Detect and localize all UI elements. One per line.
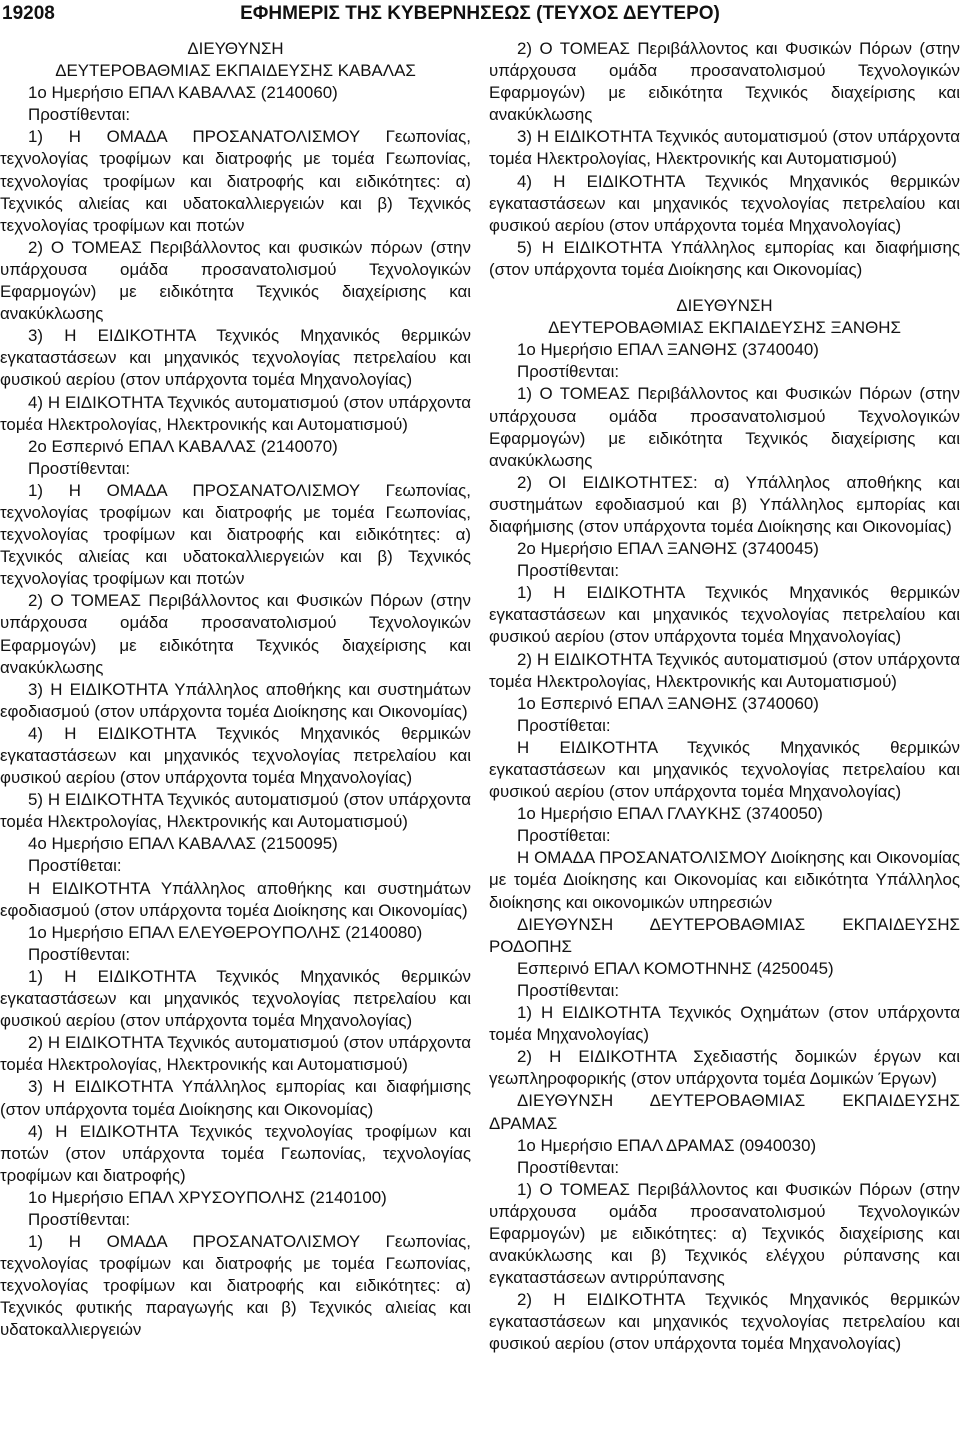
paragraph: Προστίθενται: [517,561,620,581]
paragraph: 1ο Ημερήσιο ΕΠΑΛ ΧΡΥΣΟΥΠΟΛΗΣ (2140100) [28,1187,387,1207]
section-heading: ΔΕΥΤΕΡΟΒΑΘΜΙΑΣ ΕΚΠΑΙΔΕΥΣΗΣ ΞΑΝΘΗΣ [548,318,901,338]
paragraph: 2) Ο ΤΟΜΕΑΣ Περιβάλλοντος και Φυσικών Πόρων (στην υπάρχουσα ομάδα προσανατολισμού Τεχνολογικών Εφαρμογών) με ειδικότητα Τεχνικός διαχείρισης και ανακύκλωσης [489,39,960,125]
paragraph: Προστίθεται: [28,856,122,876]
paragraph: 2ο Ημερήσιο ΕΠΑΛ ΞΑΝΘΗΣ (3740045) [517,539,819,559]
paragraph: Η ΕΙΔΙΚΟΤΗΤΑ Υπάλληλος αποθήκης και συστημάτων εφοδιασμού (στον υπάρχοντα τομέα Διοίκησης και Οικονομίας) [0,878,471,920]
paragraph: 1ο Ημερήσιο ΕΠΑΛ ΚΑΒΑΛΑΣ (2140060) [28,83,338,103]
paragraph: Προστίθενται: [517,1157,620,1177]
paragraph: 1) Ο ΤΟΜΕΑΣ Περιβάλλοντος και Φυσικών Πόρων (στην υπάρχουσα ομάδα προσανατολισμού Τεχνολογικών Εφαρμογών) με ειδικότητες: α) Τεχνικός διαχείρισης και ανακύκλωσης και β) Τεχνικός ελέγχου ρύπανσης και εγκαταστάσεων αντιρρύπανσης [489,1179,960,1288]
paragraph: 2) Η ΕΙΔΙΚΟΤΗΤΑ Τεχνικός αυτοματισμού (στον υπάρχοντα τομέα Ηλεκτρολογίας, Ηλεκτρονικής και Αυτοματισμού) [0,1033,471,1075]
paragraph: Προστίθενται: [28,1209,131,1229]
paragraph: 1) Ο ΤΟΜΕΑΣ Περιβάλλοντος και Φυσικών Πόρων (στην υπάρχουσα ομάδα προσανατολισμού Τεχνολογικών Εφαρμογών) με ειδικότητα Τεχνικός διαχείρισης και ανακύκλωσης [489,384,960,470]
paragraph: 4ο Ημερήσιο ΕΠΑΛ ΚΑΒΑΛΑΣ (2150095) [28,834,338,854]
paragraph: Προστίθενται: [28,105,131,125]
paragraph: 1ο Εσπερινό ΕΠΑΛ ΞΑΝΘΗΣ (3740060) [517,693,819,713]
paragraph: 1) Η ΟΜΑΔΑ ΠΡΟΣΑΝΑΤΟΛΙΣΜΟΥ Γεωπονίας, τεχνολογίας τροφίμων και διατροφής με τομέα Γεωπονίας, τεχνολογίας τροφίμων και διατροφής και ειδικότητες: α) Τεχνικός αλιείας και υδατοκαλλιεργειών και β) Τεχνικός τεχνολογίας τροφίμων και ποτών [0,480,471,589]
paragraph: 2) Η ΕΙΔΙΚΟΤΗΤΑ Τεχνικός Μηχανικός θερμικών εγκαταστάσεων και μηχανικός τεχνολογίας πετρελαίου και φυσικού αερίου (στον υπάρχοντα τομέα Μηχανολογίας) [489,1290,960,1354]
paragraph: 1) Η ΕΙΔΙΚΟΤΗΤΑ Τεχνικός Μηχανικός θερμικών εγκαταστάσεων και μηχανικός τεχνολογίας πετρελαίου και φυσικού αερίου (στον υπάρχοντα τομέα Μηχανολογίας) [489,583,960,647]
left-column [0,38,471,1342]
paragraph: Προστίθενται: [28,458,131,478]
paragraph: 1ο Ημερήσιο ΕΠΑΛ ΕΛΕΥΘΕΡΟΥΠΟΛΗΣ (2140080) [28,922,423,942]
paragraph: 1ο Ημερήσιο ΕΠΑΛ ΔΡΑΜΑΣ (0940030) [517,1135,817,1155]
paragraph: 2) ΟΙ ΕΙΔΙΚΟΤΗΤΕΣ: α) Υπάλληλος αποθήκης και συστημάτων εφοδιασμού και β) Υπάλληλος εμπορίας και διαφήμισης (στον υπάρχοντα τομέα Διοίκησης και Οικονομίας) [489,472,960,536]
paragraph: 5) Η ΕΙΔΙΚΟΤΗΤΑ Υπάλληλος εμπορίας και διαφήμισης (στον υπάρχοντα τομέα Διοίκησης και Οικονομίας) [489,237,960,279]
paragraph: 2) Ο ΤΟΜΕΑΣ Περιβάλλοντος και φυσικών πόρων (στην υπάρχουσα ομάδα προσανατολισμού Τεχνολογικών Εφαρμογών) με ειδικότητα Τεχνικός διαχείρισης και ανακύκλωσης [0,237,471,324]
paragraph: 2) Η ΕΙΔΙΚΟΤΗΤΑ Σχεδιαστής δομικών έργων και γεωπληροφορικής (στον υπάρχοντα τομέα Δομικών Έργων) [489,1047,960,1089]
paragraph: 2) Η ΕΙΔΙΚΟΤΗΤΑ Τεχνικός αυτοματισμού (στον υπάρχοντα τομέα Ηλεκτρολογίας, Ηλεκτρονικής και Αυτοματισμού) [489,649,960,691]
paragraph: Η ΟΜΑΔΑ ΠΡΟΣΑΝΑΤΟΛΙΣΜΟΥ Διοίκησης και Οικονομίας με τομέα Διοίκησης και Οικονομίας και ειδικότητα Υπάλληλος διοίκησης και οικονομικών υπηρεσιών [489,848,960,912]
page-header [0,0,960,32]
page-number: 19208 [2,3,55,24]
paragraph: 2ο Εσπερινό ΕΠΑΛ ΚΑΒΑΛΑΣ (2140070) [28,436,338,456]
section-heading: ΔΙΕΥΘΥΝΣΗ [676,296,773,316]
paragraph: 2) Ο ΤΟΜΕΑΣ Περιβάλλοντος και Φυσικών Πόρων (στην υπάρχουσα ομάδα προσανατολισμού Τεχνολογικών Εφαρμογών) με ειδικότητα Τεχνικός διαχείρισης και ανακύκλωσης [0,591,471,677]
paragraph: 1ο Ημερήσιο ΕΠΑΛ ΞΑΝΘΗΣ (3740040) [517,340,819,360]
gazette-title: ΕΦΗΜΕΡΙΣ ΤΗΣ ΚΥΒΕΡΝΗΣΕΩΣ (ΤΕΥΧΟΣ ΔΕΥΤΕΡΟ) [240,3,720,24]
paragraph: Η ΕΙΔΙΚΟΤΗΤΑ Τεχνικός Μηχανικός θερμικών εγκαταστάσεων και μηχανικός τεχνολογίας πετρελαίου και φυσικού αερίου (στον υπάρχοντα τομέα Μηχανολογίας) [489,737,960,802]
paragraph: 1) Η ΕΙΔΙΚΟΤΗΤΑ Τεχνικός Μηχανικός θερμικών εγκαταστάσεων και μηχανικός τεχνολογίας πετρελαίου και φυσικού αερίου (στον υπάρχοντα τομέα Μηχανολογίας) [0,966,471,1031]
paragraph: 4) Η ΕΙΔΙΚΟΤΗΤΑ Τεχνικός τεχνολογίας τροφίμων και ποτών (στον υπάρχοντα τομέα Γεωπονίας, τεχνολογίας τροφίμων και διατροφής) [0,1121,471,1185]
paragraph: 3) Η ΕΙΔΙΚΟΤΗΤΑ Υπάλληλος αποθήκης και συστημάτων εφοδιασμού (στον υπάρχοντα τομέα Διοίκησης και Οικονομίας) [0,679,471,721]
paragraph: 1) Η ΕΙΔΙΚΟΤΗΤΑ Τεχνικός Οχημάτων (στον υπάρχοντα τομέα Μηχανολογίας) [489,1003,960,1045]
paragraph: 4) Η ΕΙΔΙΚΟΤΗΤΑ Τεχνικός Μηχανικός θερμικών εγκαταστάσεων και μηχανικός τεχνολογίας πετρελαίου και φυσικού αερίου (στον υπάρχοντα τομέα Μηχανολογίας) [0,723,471,788]
paragraph: 3) Η ΕΙΔΙΚΟΤΗΤΑ Τεχνικός αυτοματισμού (στον υπάρχοντα τομέα Ηλεκτρολογίας, Ηλεκτρονικής και Αυτοματισμού) [489,127,960,169]
right-column [489,38,960,1356]
paragraph: ΔΙΕΥΘΥΝΣΗ ΔΕΥΤΕΡΟΒΑΘΜΙΑΣ ΕΚΠΑΙΔΕΥΣΗΣ ΡΟΔΟΠΗΣ [489,914,960,956]
section-heading: ΔΙΕΥΘΥΝΣΗ [187,39,284,58]
paragraph: 1) Η ΟΜΑΔΑ ΠΡΟΣΑΝΑΤΟΛΙΣΜΟΥ Γεωπονίας, τεχνολογίας τροφίμων και διατροφής με τομέα Γεωπονίας, τεχνολογίας τροφίμων και διατροφής και ειδικότητες: α) Τεχνικός φυτικής παραγωγής και β) Τεχνικός αλιείας και υδατοκαλλιεργειών [0,1232,471,1340]
paragraph: Προστίθενται: [28,944,131,964]
section-heading: ΔΕΥΤΕΡΟΒΑΘΜΙΑΣ ΕΚΠΑΙΔΕΥΣΗΣ ΚΑΒΑΛΑΣ [55,61,416,81]
paragraph: 3) Η ΕΙΔΙΚΟΤΗΤΑ Τεχνικός Μηχανικός θερμικών εγκαταστάσεων και μηχανικός τεχνολογίας πετρελαίου και φυσικού αερίου (στον υπάρχοντα τομέα Μηχανολογίας) [0,326,471,390]
paragraph: Προστίθενται: [517,362,620,382]
paragraph: 5) Η ΕΙΔΙΚΟΤΗΤΑ Τεχνικός αυτοματισμού (στον υπάρχοντα τομέα Ηλεκτρολογίας, Ηλεκτρονικής και Αυτοματισμού) [0,790,471,832]
paragraph: Προστίθεται: [517,715,611,735]
paragraph: ΔΙΕΥΘΥΝΣΗ ΔΕΥΤΕΡΟΒΑΘΜΙΑΣ ΕΚΠΑΙΔΕΥΣΗΣ ΔΡΑΜΑΣ [489,1091,960,1133]
paragraph: 1ο Ημερήσιο ΕΠΑΛ ΓΛΑΥΚΗΣ (3740050) [517,804,823,824]
paragraph: 4) Η ΕΙΔΙΚΟΤΗΤΑ Τεχνικός Μηχανικός θερμικών εγκαταστάσεων και μηχανικός τεχνολογίας πετρελαίου και φυσικού αερίου (στον υπάρχοντα τομέα Μηχανολογίας) [489,171,960,235]
paragraph: 3) Η ΕΙΔΙΚΟΤΗΤΑ Υπάλληλος εμπορίας και διαφήμισης (στον υπάρχοντα τομέα Διοίκησης και Οικονομίας) [0,1077,471,1119]
paragraph: Προστίθενται: [517,980,620,1000]
paragraph: 4) Η ΕΙΔΙΚΟΤΗΤΑ Τεχνικός αυτοματισμού (στον υπάρχοντα τομέα Ηλεκτρολογίας, Ηλεκτρονικής και Αυτοματισμού) [0,392,471,434]
paragraph: Προστίθεται: [517,826,611,846]
paragraph: 1) Η ΟΜΑΔΑ ΠΡΟΣΑΝΑΤΟΛΙΣΜΟΥ Γεωπονίας, τεχνολογίας τροφίμων και διατροφής με τομέα Γεωπονίας, τεχνολογίας τροφίμων και διατροφής και ειδικότητες: α) Τεχνικός αλιείας και υδατοκαλλιεργειών και β) Τεχνικός τεχνολογίας τροφίμων και ποτών [0,127,471,235]
paragraph: Εσπερινό ΕΠΑΛ ΚΟΜΟΤΗΝΗΣ (4250045) [517,958,834,978]
